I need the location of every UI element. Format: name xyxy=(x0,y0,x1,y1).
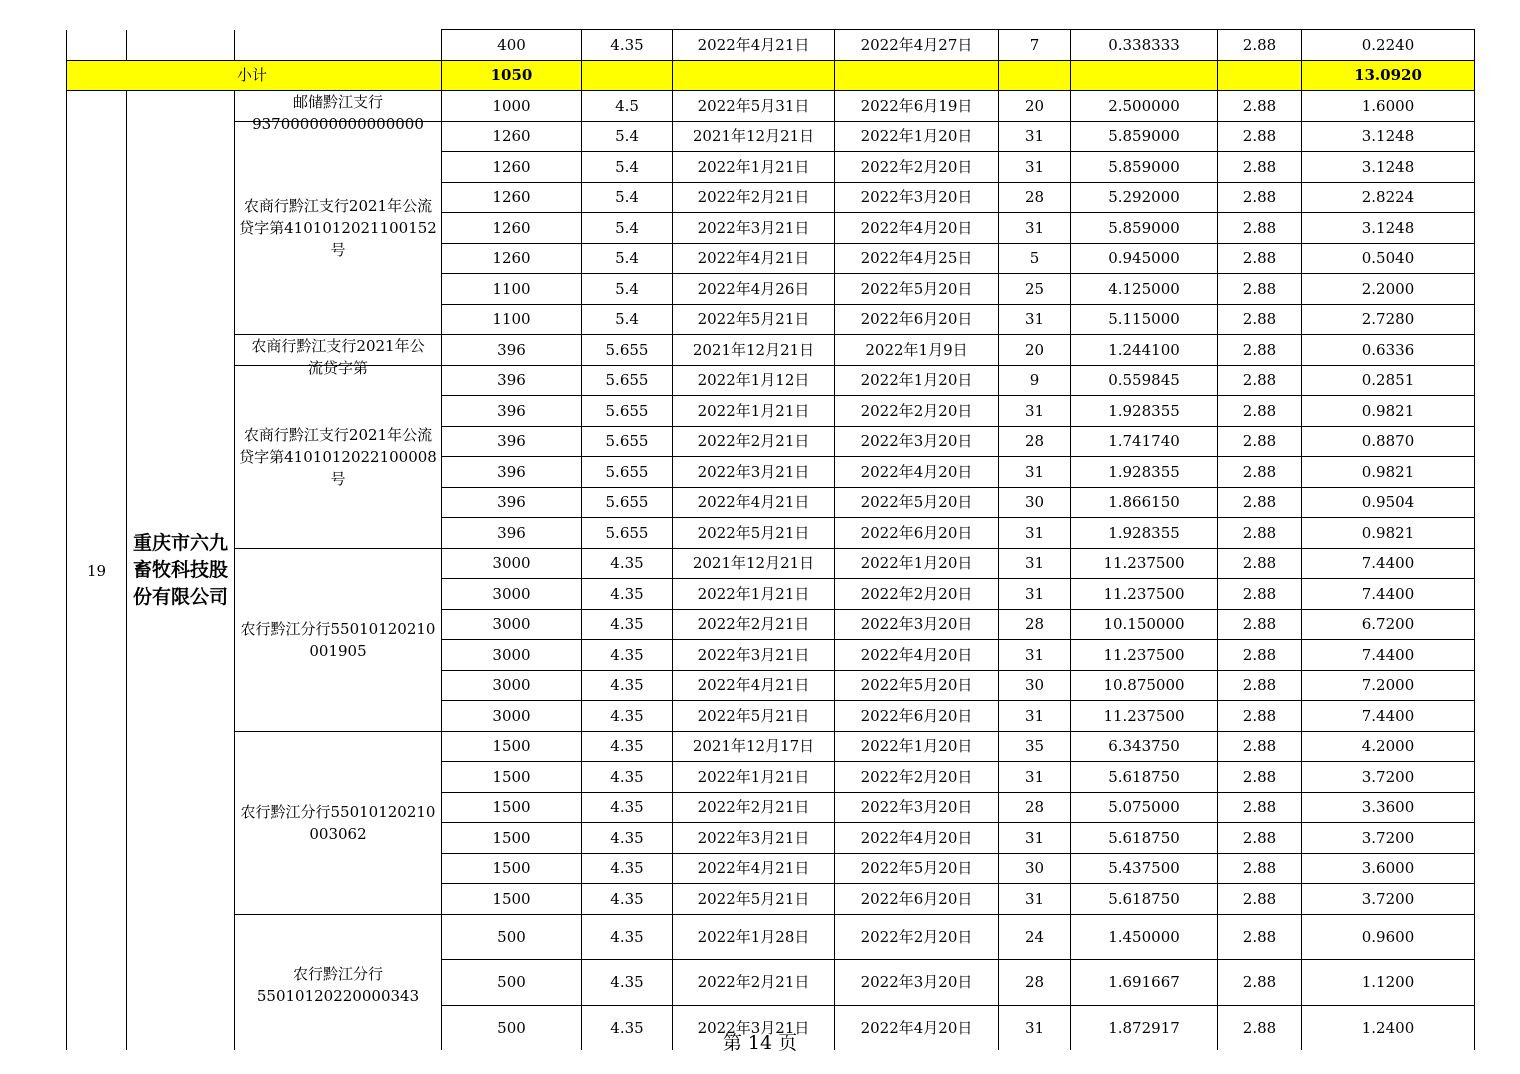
end-date-cell: 2022年6月20日 xyxy=(835,304,999,335)
start-date-cell: 2022年2月21日 xyxy=(673,792,835,823)
subsidy-rate-cell: 2.88 xyxy=(1218,335,1302,366)
interest-cell: 1.741740 xyxy=(1071,426,1218,457)
interest-cell: 4.125000 xyxy=(1071,274,1218,305)
subsidy-rate-cell: 2.88 xyxy=(1218,762,1302,793)
end-date-cell: 2022年2月20日 xyxy=(835,762,999,793)
amount-cell: 3000 xyxy=(442,548,582,579)
subsidy-cell: 0.9821 xyxy=(1302,396,1475,427)
subsidy-rate-cell: 2.88 xyxy=(1218,853,1302,884)
start-date-cell: 2022年5月21日 xyxy=(673,518,835,549)
rate-cell: 4.35 xyxy=(582,609,673,640)
amount-cell: 1500 xyxy=(442,792,582,823)
table-row xyxy=(67,335,1475,366)
subsidy-cell: 6.7200 xyxy=(1302,609,1475,640)
days-cell: 31 xyxy=(999,518,1071,549)
start-date-cell: 2022年3月21日 xyxy=(673,457,835,488)
days-cell: 31 xyxy=(999,121,1071,152)
interest-cell: 5.859000 xyxy=(1071,213,1218,244)
end-date-cell: 2022年4月20日 xyxy=(835,640,999,671)
end-date-cell: 2022年5月20日 xyxy=(835,670,999,701)
interest-cell: 5.115000 xyxy=(1071,304,1218,335)
amount-cell: 1260 xyxy=(442,213,582,244)
amount-cell: 500 xyxy=(442,1005,582,1050)
start-date-cell: 2022年1月12日 xyxy=(673,365,835,396)
days-cell: 9 xyxy=(999,365,1071,396)
rate-cell: 4.35 xyxy=(582,30,673,61)
days-cell: 28 xyxy=(999,609,1071,640)
interest-cell: 0.945000 xyxy=(1071,243,1218,274)
table-row xyxy=(67,30,1475,61)
interest-cell: 1.928355 xyxy=(1071,518,1218,549)
lender-cell xyxy=(235,548,442,731)
lender-cell xyxy=(235,335,442,377)
days-cell: 31 xyxy=(999,213,1071,244)
subsidy-rate-cell: 2.88 xyxy=(1218,884,1302,915)
rate-cell: 5.655 xyxy=(582,457,673,488)
amount-cell: 1000 xyxy=(442,91,582,122)
start-date-cell: 2022年3月21日 xyxy=(673,640,835,671)
amount-cell: 500 xyxy=(442,914,582,960)
start-date-cell: 2022年3月21日 xyxy=(673,823,835,854)
rate-cell: 5.655 xyxy=(582,396,673,427)
start-date-cell: 2022年1月21日 xyxy=(673,762,835,793)
amount-cell: 1100 xyxy=(442,304,582,335)
subsidy-rate-cell: 2.88 xyxy=(1218,960,1302,1006)
amount-cell: 3000 xyxy=(442,640,582,671)
start-date-cell: 2021年12月17日 xyxy=(673,731,835,762)
subsidy-rate-cell: 2.88 xyxy=(1218,579,1302,610)
start-date-cell: 2022年4月21日 xyxy=(673,30,835,61)
amount-cell: 396 xyxy=(442,396,582,427)
start-date-cell: 2022年5月21日 xyxy=(673,884,835,915)
subsidy-cell: 0.9821 xyxy=(1302,457,1475,488)
amount-cell: 500 xyxy=(442,960,582,1006)
end-date-cell: 2022年3月20日 xyxy=(835,609,999,640)
start-date-cell: 2022年5月31日 xyxy=(673,91,835,122)
days-cell: 31 xyxy=(999,548,1071,579)
start-date-cell: 2022年4月21日 xyxy=(673,670,835,701)
subsidy-cell: 0.9504 xyxy=(1302,487,1475,518)
subsidy-rate-cell: 2.88 xyxy=(1218,914,1302,960)
amount-cell: 400 xyxy=(442,30,582,61)
lender-name: 农行黔江分行 xyxy=(292,964,383,983)
interest-cell: 1.450000 xyxy=(1071,914,1218,960)
rate-cell: 4.35 xyxy=(582,853,673,884)
subsidy-rate-cell: 2.88 xyxy=(1218,670,1302,701)
amount-cell: 1500 xyxy=(442,823,582,854)
start-date-cell: 2022年4月21日 xyxy=(673,487,835,518)
days-cell: 31 xyxy=(999,884,1071,915)
subsidy-rate-cell: 2.88 xyxy=(1218,396,1302,427)
start-date-cell: 2022年1月21日 xyxy=(673,579,835,610)
rate-cell: 4.35 xyxy=(582,548,673,579)
days-cell: 31 xyxy=(999,1005,1071,1050)
end-date-cell: 2022年1月20日 xyxy=(835,731,999,762)
days-cell: 31 xyxy=(999,701,1071,732)
end-date-cell: 2022年2月20日 xyxy=(835,914,999,960)
subsidy-cell: 7.4400 xyxy=(1302,548,1475,579)
interest-cell: 6.343750 xyxy=(1071,731,1218,762)
subsidy-cell: 3.6000 xyxy=(1302,853,1475,884)
interest-cell: 11.237500 xyxy=(1071,548,1218,579)
subsidy-cell: 3.1248 xyxy=(1302,152,1475,183)
lender-name: 农行黔江分行55010120210003062 xyxy=(240,802,436,843)
start-date-cell: 2022年1月28日 xyxy=(673,914,835,960)
subsidy-rate-cell: 2.88 xyxy=(1218,121,1302,152)
rate-cell: 5.4 xyxy=(582,152,673,183)
amount-cell: 1500 xyxy=(442,853,582,884)
subsidy-rate-cell: 2.88 xyxy=(1218,213,1302,244)
end-date-cell: 2022年4月27日 xyxy=(835,30,999,61)
interest-cell: 5.618750 xyxy=(1071,884,1218,915)
subsidy-cell: 7.4400 xyxy=(1302,640,1475,671)
rate-cell: 4.35 xyxy=(582,701,673,732)
rate-cell: 4.35 xyxy=(582,884,673,915)
days-cell: 31 xyxy=(999,457,1071,488)
subsidy-cell: 3.7200 xyxy=(1302,884,1475,915)
subsidy-cell: 0.5040 xyxy=(1302,243,1475,274)
subsidy-rate-cell: 2.88 xyxy=(1218,518,1302,549)
days-cell: 20 xyxy=(999,91,1071,122)
subsidy-cell: 1.2400 xyxy=(1302,1005,1475,1050)
subsidy-cell: 0.2240 xyxy=(1302,30,1475,61)
rate-cell: 5.4 xyxy=(582,121,673,152)
amount-cell: 396 xyxy=(442,426,582,457)
interest-cell: 11.237500 xyxy=(1071,579,1218,610)
end-date-cell: 2022年1月20日 xyxy=(835,365,999,396)
rate-cell: 5.4 xyxy=(582,274,673,305)
subsidy-rate-cell: 2.88 xyxy=(1218,731,1302,762)
amount-cell: 1100 xyxy=(442,274,582,305)
days-cell: 31 xyxy=(999,823,1071,854)
subsidy-cell: 3.1248 xyxy=(1302,121,1475,152)
subsidy-cell: 3.1248 xyxy=(1302,213,1475,244)
end-date-cell: 2022年4月20日 xyxy=(835,1005,999,1050)
interest-cell: 11.237500 xyxy=(1071,640,1218,671)
interest-cell: 10.150000 xyxy=(1071,609,1218,640)
end-date-cell: 2022年2月20日 xyxy=(835,152,999,183)
amount-cell: 3000 xyxy=(442,609,582,640)
subsidy-cell: 0.2851 xyxy=(1302,365,1475,396)
subsidy-rate-cell: 2.88 xyxy=(1218,548,1302,579)
days-cell: 31 xyxy=(999,152,1071,183)
subsidy-rate-cell: 2.88 xyxy=(1218,792,1302,823)
start-date-cell: 2022年1月21日 xyxy=(673,152,835,183)
days-cell: 30 xyxy=(999,670,1071,701)
subsidy-rate-cell: 2.88 xyxy=(1218,701,1302,732)
rate-cell: 4.35 xyxy=(582,792,673,823)
subsidy-rate-cell: 2.88 xyxy=(1218,30,1302,61)
subsidy-cell: 0.9600 xyxy=(1302,914,1475,960)
page-number: 第 14 页 xyxy=(722,1032,798,1054)
end-date-cell: 2022年4月20日 xyxy=(835,823,999,854)
start-date-cell: 2021年12月21日 xyxy=(673,335,835,366)
subsidy-rate-cell: 2.88 xyxy=(1218,182,1302,213)
lender-name: 邮储黔江支行 xyxy=(292,93,383,111)
start-date-cell: 2021年12月21日 xyxy=(673,121,835,152)
interest-cell: 1.872917 xyxy=(1071,1005,1218,1050)
end-date-cell: 2022年1月20日 xyxy=(835,121,999,152)
rate-cell: 4.35 xyxy=(582,579,673,610)
days-cell: 7 xyxy=(999,30,1071,61)
amount-cell: 396 xyxy=(442,457,582,488)
lender-cell xyxy=(235,731,442,914)
end-date-cell: 2022年2月20日 xyxy=(835,396,999,427)
start-date-cell: 2022年2月21日 xyxy=(673,426,835,457)
amount-cell: 3000 xyxy=(442,670,582,701)
interest-cell: 5.075000 xyxy=(1071,792,1218,823)
interest-cell: 5.292000 xyxy=(1071,182,1218,213)
subsidy-cell: 0.6336 xyxy=(1302,335,1475,366)
end-date-cell: 2022年3月20日 xyxy=(835,426,999,457)
amount-cell: 1500 xyxy=(442,731,582,762)
end-date-cell: 2022年2月20日 xyxy=(835,579,999,610)
subsidy-rate-cell: 2.88 xyxy=(1218,91,1302,122)
end-date-cell: 2022年3月20日 xyxy=(835,960,999,1006)
days-cell: 31 xyxy=(999,396,1071,427)
subsidy-rate-cell: 2.88 xyxy=(1218,426,1302,457)
rate-cell: 4.35 xyxy=(582,1005,673,1050)
start-date-cell: 2022年2月21日 xyxy=(673,960,835,1006)
start-date-cell: 2022年4月26日 xyxy=(673,274,835,305)
rate-cell: 5.655 xyxy=(582,487,673,518)
amount-cell: 396 xyxy=(442,335,582,366)
loan-subsidy-table xyxy=(66,29,1475,1050)
days-cell: 28 xyxy=(999,426,1071,457)
lender-cell xyxy=(235,365,442,548)
table-row xyxy=(67,91,1475,122)
subsidy-rate-cell: 2.88 xyxy=(1218,609,1302,640)
end-date-cell: 2022年3月20日 xyxy=(835,182,999,213)
lender-name: 农商行黔江支行2021年公流贷字第4101012022100008号 xyxy=(239,425,437,488)
interest-cell: 1.691667 xyxy=(1071,960,1218,1006)
subsidy-rate-cell: 2.88 xyxy=(1218,274,1302,305)
subtotal-subsidy: 13.0920 xyxy=(1302,60,1475,91)
rate-cell: 4.35 xyxy=(582,914,673,960)
days-cell: 28 xyxy=(999,960,1071,1006)
table-row xyxy=(67,914,1475,960)
row-index: 19 xyxy=(67,91,127,1051)
subsidy-cell: 7.4400 xyxy=(1302,579,1475,610)
lender-name: 农行黔江分行55010120210001905 xyxy=(240,619,436,660)
subtotal-label: 小计 xyxy=(67,60,442,91)
subsidy-rate-cell: 2.88 xyxy=(1218,365,1302,396)
days-cell: 28 xyxy=(999,182,1071,213)
subtotal-row xyxy=(67,60,1475,91)
amount-cell: 396 xyxy=(442,487,582,518)
days-cell: 24 xyxy=(999,914,1071,960)
start-date-cell: 2022年2月21日 xyxy=(673,609,835,640)
start-date-cell: 2022年1月21日 xyxy=(673,396,835,427)
interest-cell: 2.500000 xyxy=(1071,91,1218,122)
amount-cell: 1500 xyxy=(442,884,582,915)
start-date-cell: 2022年3月21日 xyxy=(673,213,835,244)
subtotal-amount: 1050 xyxy=(442,60,582,91)
amount-cell: 396 xyxy=(442,365,582,396)
subsidy-cell: 2.7280 xyxy=(1302,304,1475,335)
subsidy-rate-cell: 2.88 xyxy=(1218,304,1302,335)
subsidy-rate-cell: 2.88 xyxy=(1218,152,1302,183)
subsidy-rate-cell: 2.88 xyxy=(1218,457,1302,488)
end-date-cell: 2022年5月20日 xyxy=(835,853,999,884)
interest-cell: 5.437500 xyxy=(1071,853,1218,884)
interest-cell: 1.928355 xyxy=(1071,457,1218,488)
subsidy-cell: 3.3600 xyxy=(1302,792,1475,823)
lender-name: 农商行黔江支行2021年公 xyxy=(251,337,425,355)
start-date-cell: 2021年12月21日 xyxy=(673,548,835,579)
end-date-cell: 2022年6月20日 xyxy=(835,518,999,549)
lender-contract-clipped: 流贷字第 xyxy=(307,359,368,377)
start-date-cell: 2022年4月21日 xyxy=(673,243,835,274)
rate-cell: 5.655 xyxy=(582,426,673,457)
end-date-cell: 2022年6月19日 xyxy=(835,91,999,122)
amount-cell: 3000 xyxy=(442,701,582,732)
subsidy-rate-cell: 2.88 xyxy=(1218,1005,1302,1050)
days-cell: 30 xyxy=(999,853,1071,884)
rate-cell: 5.655 xyxy=(582,335,673,366)
rate-cell: 4.5 xyxy=(582,91,673,122)
rate-cell: 4.35 xyxy=(582,960,673,1006)
days-cell: 31 xyxy=(999,640,1071,671)
amount-cell: 3000 xyxy=(442,579,582,610)
end-date-cell: 2022年4月20日 xyxy=(835,457,999,488)
days-cell: 5 xyxy=(999,243,1071,274)
amount-cell: 1500 xyxy=(442,762,582,793)
start-date-cell: 2022年4月21日 xyxy=(673,853,835,884)
table-row xyxy=(67,731,1475,762)
days-cell: 31 xyxy=(999,304,1071,335)
start-date-cell: 2022年5月21日 xyxy=(673,701,835,732)
interest-cell: 1.866150 xyxy=(1071,487,1218,518)
amount-cell: 1260 xyxy=(442,182,582,213)
end-date-cell: 2022年3月20日 xyxy=(835,792,999,823)
subsidy-cell: 2.2000 xyxy=(1302,274,1475,305)
lender-contract-clipped: 55010120220000343 xyxy=(256,986,420,1005)
table-row xyxy=(67,548,1475,579)
start-date-cell: 2022年3月21日 xyxy=(673,1005,835,1050)
subsidy-rate-cell: 2.88 xyxy=(1218,243,1302,274)
subsidy-cell: 1.1200 xyxy=(1302,960,1475,1006)
days-cell: 20 xyxy=(999,335,1071,366)
rate-cell: 4.35 xyxy=(582,731,673,762)
subsidy-cell: 0.8870 xyxy=(1302,426,1475,457)
lender-name: 农商行黔江支行2021年公流贷字第4101012021100152号 xyxy=(239,196,437,259)
interest-cell: 5.618750 xyxy=(1071,762,1218,793)
days-cell: 31 xyxy=(999,762,1071,793)
days-cell: 25 xyxy=(999,274,1071,305)
end-date-cell: 2022年6月20日 xyxy=(835,701,999,732)
end-date-cell: 2022年1月20日 xyxy=(835,548,999,579)
subsidy-cell: 3.7200 xyxy=(1302,762,1475,793)
lender-contract-clipped: 937000000000000000 xyxy=(252,115,424,133)
start-date-cell: 2022年2月21日 xyxy=(673,182,835,213)
days-cell: 35 xyxy=(999,731,1071,762)
rate-cell: 5.655 xyxy=(582,365,673,396)
rate-cell: 4.35 xyxy=(582,670,673,701)
interest-cell: 1.244100 xyxy=(1071,335,1218,366)
amount-cell: 1260 xyxy=(442,243,582,274)
subsidy-cell: 3.7200 xyxy=(1302,823,1475,854)
interest-cell: 5.859000 xyxy=(1071,152,1218,183)
amount-cell: 396 xyxy=(442,518,582,549)
end-date-cell: 2022年1月9日 xyxy=(835,335,999,366)
subsidy-rate-cell: 2.88 xyxy=(1218,640,1302,671)
lender-cell xyxy=(235,121,442,335)
rate-cell: 4.35 xyxy=(582,640,673,671)
end-date-cell: 2022年4月20日 xyxy=(835,213,999,244)
amount-cell: 1260 xyxy=(442,121,582,152)
end-date-cell: 2022年4月25日 xyxy=(835,243,999,274)
rate-cell: 5.4 xyxy=(582,213,673,244)
start-date-cell: 2022年5月21日 xyxy=(673,304,835,335)
days-cell: 28 xyxy=(999,792,1071,823)
interest-cell: 5.618750 xyxy=(1071,823,1218,854)
interest-cell: 0.338333 xyxy=(1071,30,1218,61)
interest-cell: 1.928355 xyxy=(1071,396,1218,427)
subsidy-cell: 4.2000 xyxy=(1302,731,1475,762)
days-cell: 31 xyxy=(999,579,1071,610)
end-date-cell: 2022年5月20日 xyxy=(835,487,999,518)
rate-cell: 5.655 xyxy=(582,518,673,549)
end-date-cell: 2022年5月20日 xyxy=(835,274,999,305)
rate-cell: 4.35 xyxy=(582,762,673,793)
subsidy-rate-cell: 2.88 xyxy=(1218,823,1302,854)
interest-cell: 10.875000 xyxy=(1071,670,1218,701)
amount-cell: 1260 xyxy=(442,152,582,183)
days-cell: 30 xyxy=(999,487,1071,518)
lender-cell xyxy=(235,91,442,133)
rate-cell: 5.4 xyxy=(582,304,673,335)
interest-cell: 11.237500 xyxy=(1071,701,1218,732)
subsidy-cell: 7.2000 xyxy=(1302,670,1475,701)
rate-cell: 4.35 xyxy=(582,823,673,854)
interest-cell: 5.859000 xyxy=(1071,121,1218,152)
subsidy-cell: 1.6000 xyxy=(1302,91,1475,122)
subsidy-rate-cell: 2.88 xyxy=(1218,487,1302,518)
subsidy-cell: 2.8224 xyxy=(1302,182,1475,213)
end-date-cell: 2022年6月20日 xyxy=(835,884,999,915)
subsidy-cell: 7.4400 xyxy=(1302,701,1475,732)
rate-cell: 5.4 xyxy=(582,243,673,274)
subsidy-cell: 0.9821 xyxy=(1302,518,1475,549)
rate-cell: 5.4 xyxy=(582,182,673,213)
interest-cell: 0.559845 xyxy=(1071,365,1218,396)
company-name: 重庆市六九畜牧科技股份有限公司 xyxy=(127,91,235,1051)
